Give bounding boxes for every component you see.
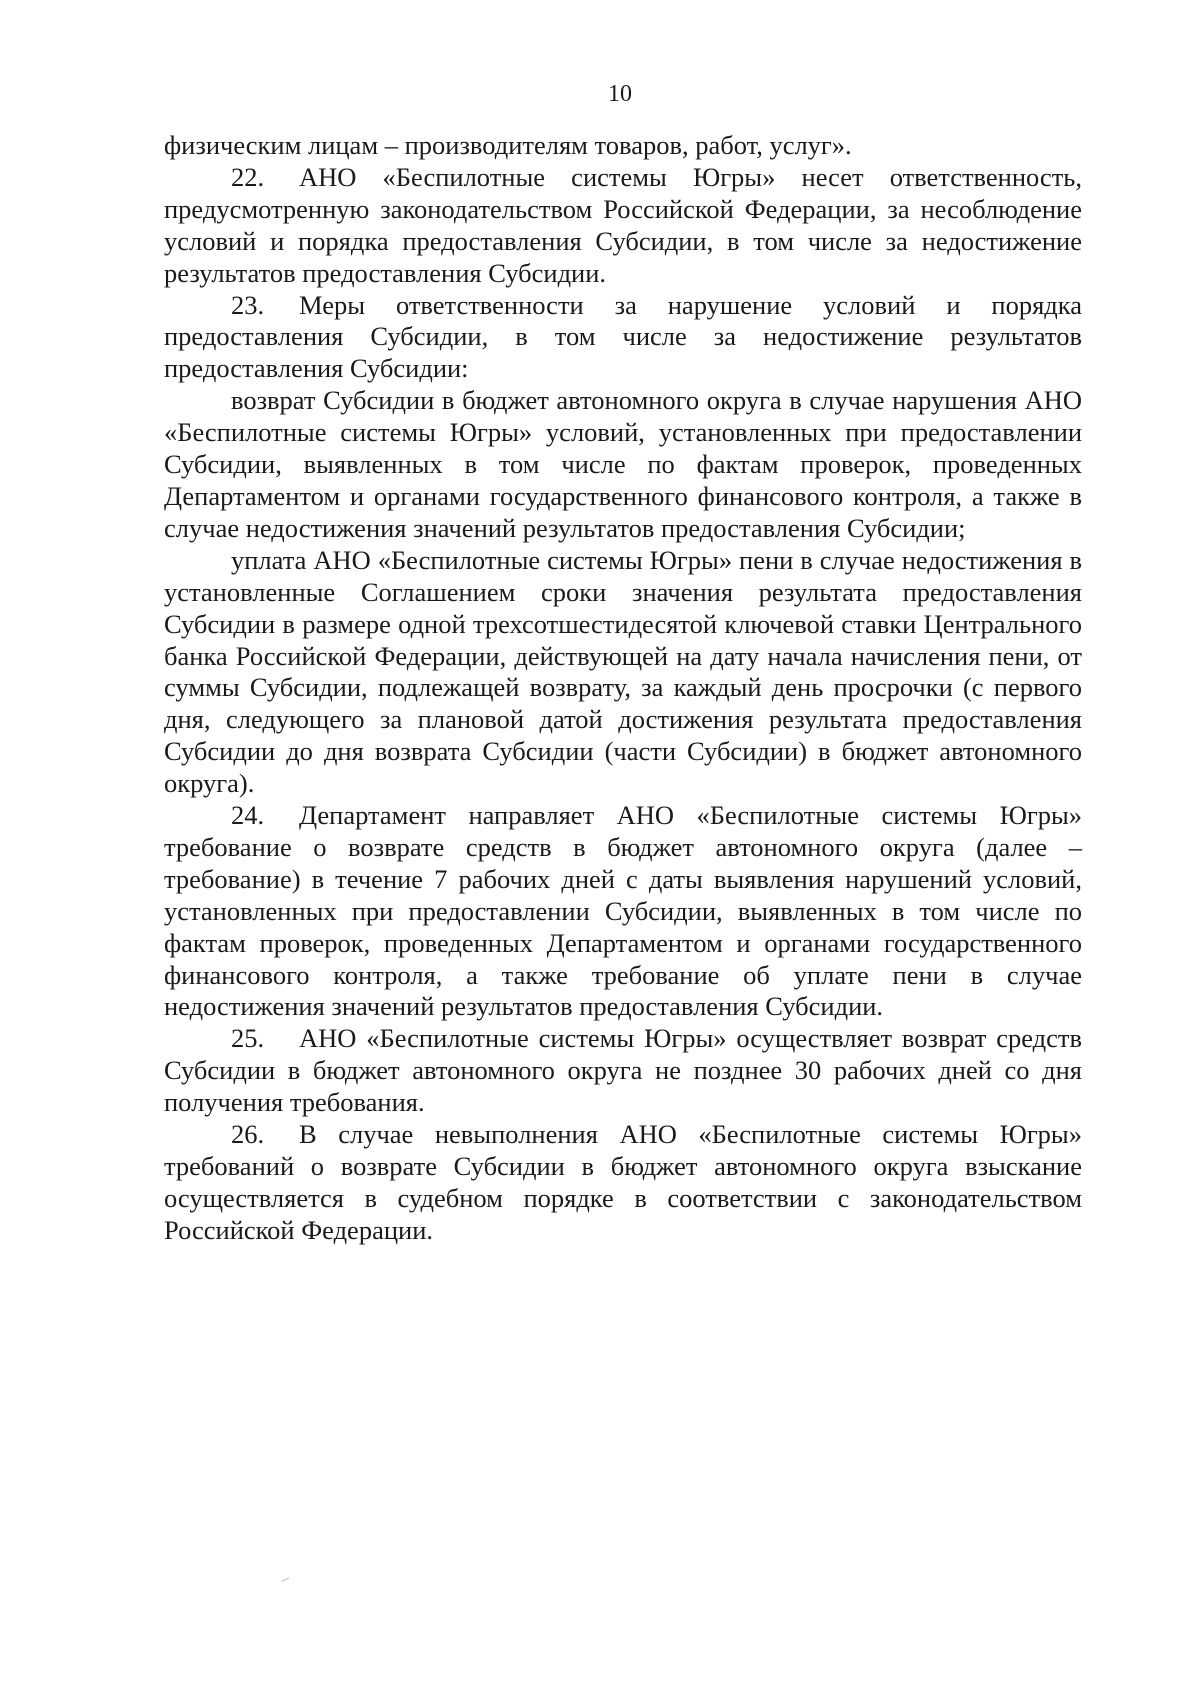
paragraph-text: Меры ответственности за нарушение условий и порядка предоставления Субсидии, в том числе за недостижение результатов предоставления Субсидии: — [164, 289, 1082, 384]
paragraph-text: физическим лицам – производителям товаров, работ, услуг». — [164, 130, 852, 160]
paragraph-24 — [164, 800, 1082, 1023]
document-body — [164, 130, 1082, 1247]
paragraph-number: 25. — [231, 1023, 265, 1054]
paragraph-22 — [164, 162, 1082, 290]
paragraph-text: возврат Субсидии в бюджет автономного округа в случае нарушения АНО «Беспилотные системы Югры» условий, установленных при предоставлении Субсидии, выявленных в том числе по фактам проверок, проведенных Департаментом и органами государственного финансового контроля, а также в случае недостижения значений результатов предоставления Субсидии; — [164, 385, 1082, 543]
paragraph-23-item-2 — [164, 545, 1082, 800]
scan-artifact — [282, 1577, 291, 1584]
paragraph-number: 26. — [231, 1119, 265, 1150]
page-number: 10 — [608, 81, 632, 107]
paragraph-number: 22. — [231, 161, 265, 192]
paragraph-text: В случае невыполнения АНО «Беспилотные системы Югры» требований о возврате Субсидии в бюджет автономного округа взыскание осуществляется в судебном порядке в соответствии с законодательством Российской Федерации. — [164, 1119, 1082, 1245]
paragraph-text: уплата АНО «Беспилотные системы Югры» пени в случае недостижения в установленные Соглашением сроки значения результата предоставления Субсидии в размере одной трехсотшестидесятой ключевой ставки Центрального банка Российской Федерации, действующей на дату начала начисления пени, от суммы Субсидии, подлежащей возврату, за каждый день просрочки (с первого дня, следующего за плановой датой достижения результата предоставления Субсидии до дня возврата Субсидии (части Субсидии) в бюджет автономного округа). — [164, 544, 1082, 799]
paragraph-text: Департамент направляет АНО «Беспилотные системы Югры» требование о возврате средств в бюджет автономного округа (далее – требование) в течение 7 рабочих дней с даты выявления нарушений условий, установленных при предоставлении Субсидии, выявленных в том числе по фактам проверок, проведенных Департаментом и органами государственного финансового контроля, а также требование об уплате пени в случае недостижения значений результатов предоставления Субсидии. — [164, 800, 1082, 1022]
paragraph-25 — [164, 1023, 1082, 1119]
paragraph-text: АНО «Беспилотные системы Югры» осуществляет возврат средств Субсидии в бюджет автономного округа не позднее 30 рабочих дней со дня получения требования. — [164, 1023, 1082, 1118]
paragraph-text: АНО «Беспилотные системы Югры» несет ответственность, предусмотренную законодательством Российской Федерации, за несоблюдение условий и порядка предоставления Субсидии, в том числе за недостижение результатов предоставления Субсидии. — [164, 161, 1082, 288]
paragraph-23-item-1 — [164, 385, 1082, 545]
paragraph-number: 24. — [231, 800, 265, 831]
paragraph-26 — [164, 1119, 1082, 1247]
paragraph-23 — [164, 290, 1082, 386]
paragraph-continuation — [164, 130, 1082, 162]
paragraph-number: 23. — [231, 289, 265, 320]
